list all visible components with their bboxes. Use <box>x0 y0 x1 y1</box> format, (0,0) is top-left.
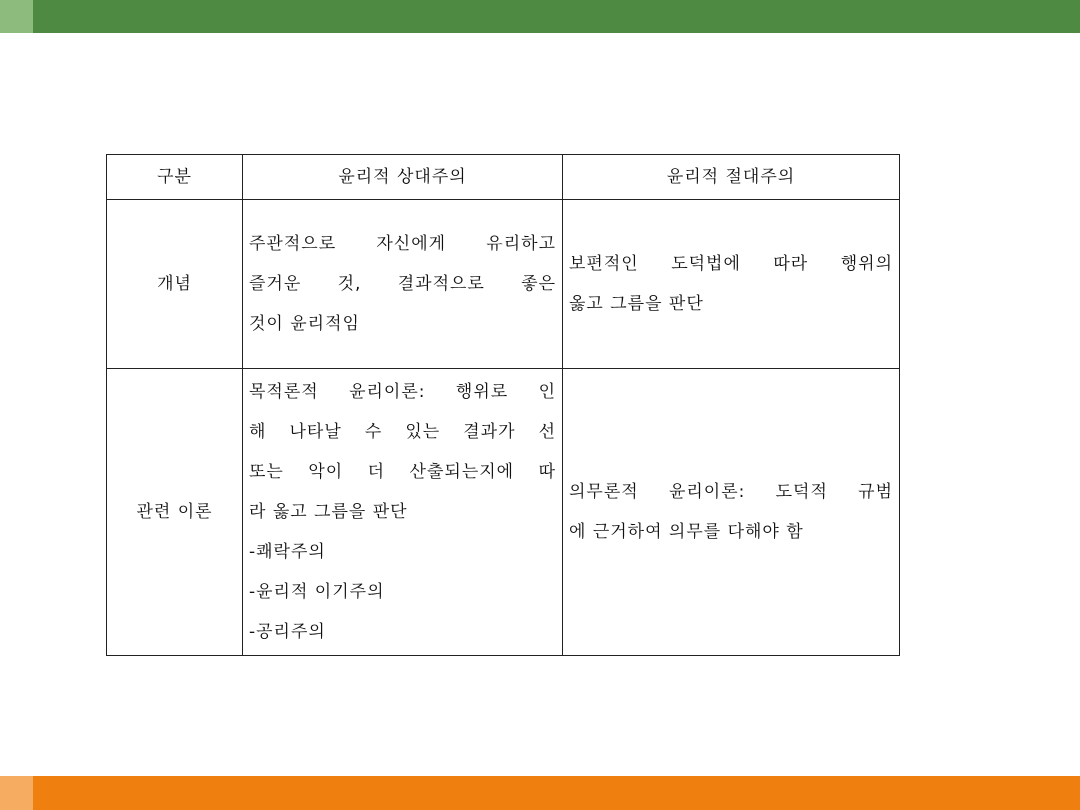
text-line: 보편적인 도덕법에 따라 행위의 <box>569 254 893 274</box>
cell-theory-absolutism <box>563 369 900 656</box>
text-line: 옳고 그름을 판단 <box>569 294 704 314</box>
text-line: 라 옳고 그름을 판단 <box>249 502 408 522</box>
table-row-theory <box>107 369 900 656</box>
text-line: 해 나타날 수 있는 결과가 선 <box>249 422 556 442</box>
header-absolutism: 윤리적 절대주의 <box>563 155 900 200</box>
text-line: 즐거운 것, 결과적으로 좋은 <box>249 274 556 294</box>
text-line: 또는 악이 더 산출되는지에 따 <box>249 462 556 482</box>
list-item: -공리주의 <box>249 622 326 642</box>
comparison-table <box>106 154 900 656</box>
row-label-theory: 관련 이론 <box>107 369 243 656</box>
bottom-banner-accent <box>0 776 33 810</box>
text-line: 에 근거하여 의무를 다해야 함 <box>569 522 804 542</box>
list-item: -윤리적 이기주의 <box>249 582 385 602</box>
table-header-row <box>107 155 900 200</box>
list-item: -쾌락주의 <box>249 542 326 562</box>
cell-concept-absolutism <box>563 200 900 369</box>
text-line: 것이 윤리적임 <box>249 314 360 334</box>
header-category: 구분 <box>107 155 243 200</box>
table-row-concept <box>107 200 900 369</box>
header-relativism: 윤리적 상대주의 <box>243 155 563 200</box>
cell-concept-relativism <box>243 200 563 369</box>
top-banner-bar <box>0 0 1080 33</box>
text-line: 의무론적 윤리이론: 도덕적 규범 <box>569 482 893 502</box>
bottom-banner-bar <box>0 776 1080 810</box>
row-label-concept: 개념 <box>107 200 243 369</box>
text-line: 목적론적 윤리이론: 행위로 인 <box>249 382 556 402</box>
top-banner-accent <box>0 0 33 33</box>
cell-theory-relativism <box>243 369 563 656</box>
text-line: 주관적으로 자신에게 유리하고 <box>249 234 556 254</box>
